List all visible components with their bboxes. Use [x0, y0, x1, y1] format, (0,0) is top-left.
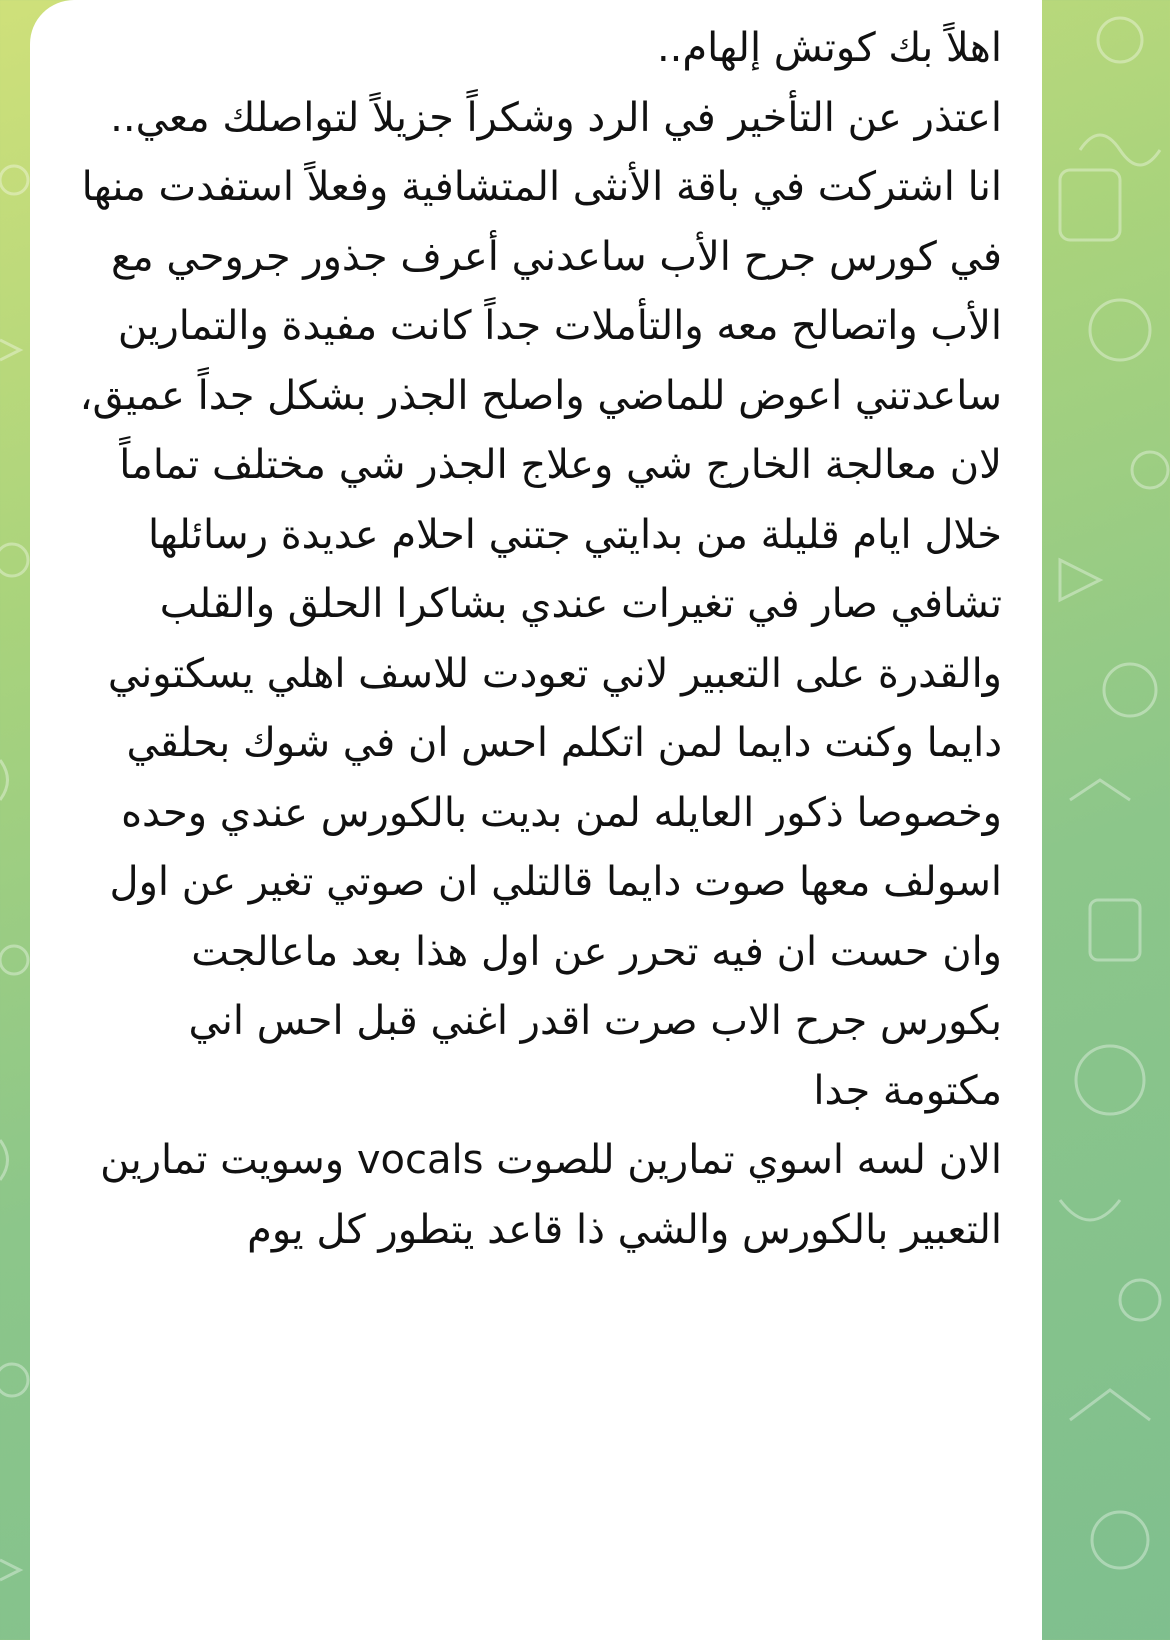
- message-text: اهلاً بك كوتش إلهام.. اعتذر عن التأخير في الرد وشكراً جزيلاً لتواصلك معي.. انا اشتركت في باقة الأنثى المتشافية وفعلاً استفدت منها في كورس جرح الأب ساعدني أعرف جذور جروحي مع الأب واتصالح معه والتأملات جداً كانت مفيدة والتمارين ساعدتني اعوض للماضي واصلح الجذر بشكل جداً عميق، لان معالجة الخارج شي وعلاج الجذر شي مختلف تماماً خلال ايام قليلة من بدايتي جتني احلام عديدة رسائلها تشافي صار في تغيرات عندي بشاكرا الحلق والقلب والقدرة على التعبير لاني تعودت للاسف اهلي يسكتوني دايما وكنت دايما لمن اتكلم احس ان في شوك بحلقي وخصوصا ذكور العايله لمن بديت بالكورس عندي وحده اسولف معها صوت دايما قالتلي ان صوتي تغير عن اول وان حست ان فيه تحرر عن اول هذا بعد ماعالجت بكورس جرح الاب صرت اقدر اغني قبل احس اني مكتومة جدا الان لسه اسوي تمارين للصوت vocals وسويت تمارين التعبير بالكورس والشي ذا قاعد يتطور كل يوم: [79, 25, 1002, 1253]
- message-bubble[interactable]: [30, 0, 1042, 1640]
